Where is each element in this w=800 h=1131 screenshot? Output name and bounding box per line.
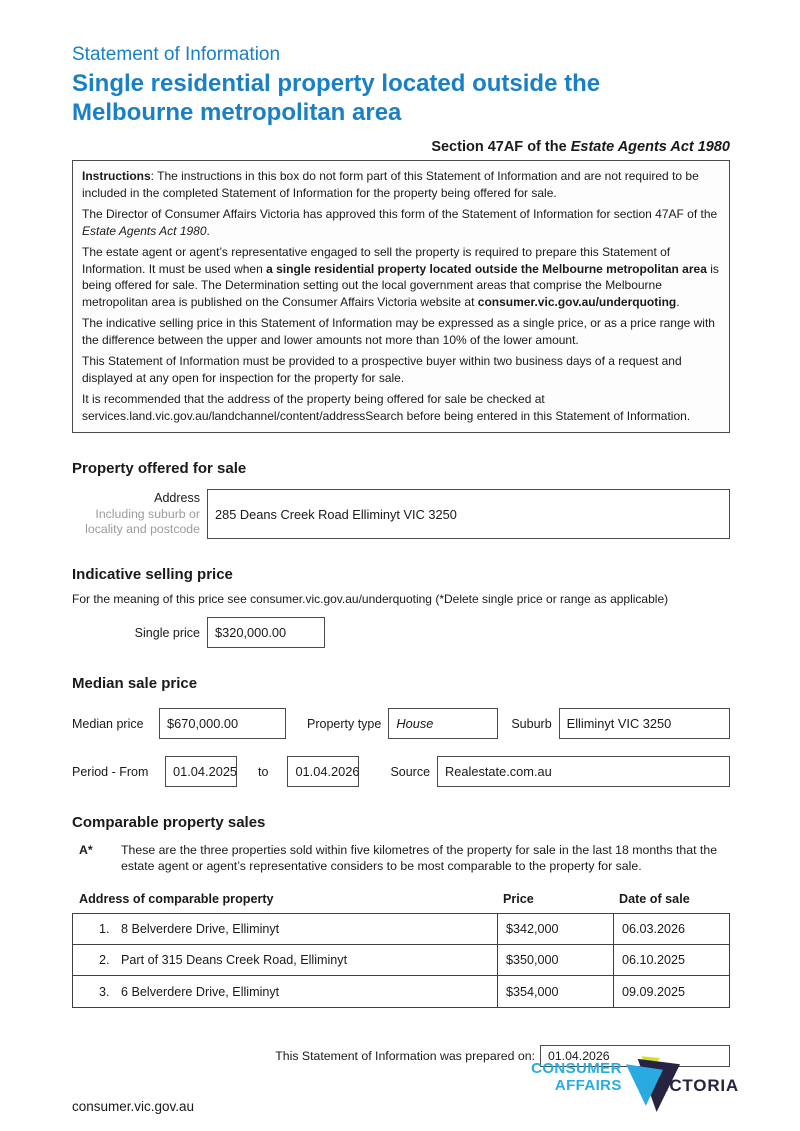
address-label: Address — [154, 491, 200, 505]
comparable-address-cell[interactable] — [73, 976, 497, 1007]
comparable-table-header — [72, 892, 730, 913]
address-label-group — [72, 489, 207, 539]
instructions-paragraph-6: It is recommended that the address of the property being offered for sale be checked at services.land.vic.gov.au/landchannel/content/addressSearch before being entered in this Statement of Information. — [82, 392, 691, 423]
logo-wordmark-consumer-affairs — [531, 1056, 622, 1094]
median-period-row — [72, 756, 730, 787]
instructions-paragraph-4: The indicative selling price in this Statement of Information may be expressed as a single price, or as a price range with the difference between the upper and lower amounts not more than 10% of the lower amount. — [82, 316, 715, 347]
single-price-label: Single price — [134, 625, 200, 640]
median-price-row — [72, 708, 730, 739]
section-heading-property-offered: Property offered for sale — [72, 460, 247, 477]
column-header-date: Date of sale — [619, 892, 690, 906]
row-number: 1. — [99, 922, 110, 936]
comparable-date-cell[interactable]: 09.09.2025 — [613, 976, 728, 1007]
section-heading-comparable-sales: Comparable property sales — [72, 814, 266, 831]
column-header-address: Address of comparable property — [79, 892, 274, 906]
median-price-label: Median price — [72, 716, 144, 731]
document-type-heading: Statement of Information — [72, 44, 281, 65]
instructions-p3-end: . — [676, 294, 680, 309]
period-from-label: Period - From — [72, 764, 149, 779]
address-input[interactable]: 285 Deans Creek Road Elliminyt VIC 3250 — [207, 489, 730, 539]
comparable-address-cell[interactable] — [73, 914, 497, 944]
table-row — [73, 945, 729, 976]
comparable-date-cell[interactable]: 06.10.2025 — [613, 945, 728, 975]
source-input[interactable]: Realestate.com.au — [437, 756, 730, 787]
column-header-price: Price — [503, 892, 534, 906]
comparable-sales-table — [72, 913, 730, 1008]
table-row — [73, 976, 729, 1007]
prepared-on-date-input[interactable]: 01.04.2026 — [540, 1045, 730, 1067]
instructions-box — [72, 160, 730, 433]
act-section-prefix: Section 47AF of the — [431, 139, 571, 155]
page-title-line1: Single residential property located outside the — [72, 70, 601, 97]
consumer-affairs-victoria-logo — [531, 1056, 739, 1114]
median-price-input[interactable]: $670,000.00 — [159, 708, 286, 739]
comparable-address-value: 6 Belverdere Drive, Elliminyt — [121, 984, 280, 999]
comparable-address-cell[interactable] — [73, 945, 497, 975]
comparable-price-cell[interactable]: $354,000 — [497, 976, 613, 1007]
period-to-label: to — [258, 764, 269, 779]
page-title-line2: Melbourne metropolitan area — [72, 99, 402, 126]
instructions-p2-act-italic: Estate Agents Act 1980 — [82, 223, 207, 238]
instructions-label: Instructions — [82, 169, 151, 183]
instructions-paragraph-1 — [82, 168, 720, 201]
source-label: Source — [390, 764, 431, 779]
indicative-price-note: For the meaning of this price see consumer.vic.gov.au/underquoting (*Delete single price or range as applicable) — [72, 592, 669, 606]
comparable-address-value: Part of 315 Deans Creek Road, Elliminyt — [121, 953, 348, 967]
instructions-p2-end: . — [206, 223, 210, 238]
instructions-p2-text: The Director of Consumer Affairs Victoria has approved this form of the Statement of Information for section 47AF of the — [82, 207, 718, 221]
comparable-address-value: 8 Belverdere Drive, Elliminyt — [121, 922, 280, 936]
logo-word-victoria: ICTORIA — [663, 1076, 739, 1095]
comparable-date-cell[interactable]: 06.03.2026 — [613, 914, 728, 944]
property-type-label: Property type — [307, 716, 382, 731]
section-heading-indicative-price: Indicative selling price — [72, 566, 233, 583]
instructions-p3-mid: is being offered for sale. The Determination setting out the local government areas that comprise the Melbourne metropolitan area is published on the Consumer Affairs Victoria website at — [82, 261, 719, 309]
table-row — [73, 914, 729, 945]
suburb-input[interactable]: Elliminyt VIC 3250 — [559, 708, 730, 739]
instructions-paragraph-3 — [82, 244, 720, 310]
instructions-p1-text: : The instructions in this box do not form part of this Statement of Information and are not required to be included in the completed Statement of Information for the property being offered for sale. — [82, 169, 699, 200]
instructions-paragraph-5: This Statement of Information must be provided to a prospective buyer within two business days of a request and displayed at any open for inspection for the property for sale. — [82, 354, 682, 385]
act-name-italic: Estate Agents Act 1980 — [570, 139, 730, 155]
period-to-input[interactable]: 01.04.2026 — [287, 756, 359, 787]
logo-word-affairs: AFFAIRS — [554, 1077, 622, 1094]
single-price-input[interactable]: $320,000.00 — [207, 617, 325, 648]
comparable-sales-marker: A* — [79, 843, 93, 857]
suburb-label: Suburb — [511, 716, 552, 731]
logo-word-consumer: CONSUMER — [531, 1060, 622, 1077]
comparable-sales-description-row — [72, 842, 730, 874]
period-from-input[interactable]: 01.04.2025 — [165, 756, 237, 787]
footer-website-url: consumer.vic.gov.au — [72, 1099, 195, 1114]
act-section-reference — [72, 139, 730, 155]
prepared-on-label: This Statement of Information was prepared on: — [275, 1049, 535, 1063]
row-number: 3. — [99, 984, 110, 999]
page-title — [72, 69, 730, 127]
instructions-paragraph-2 — [82, 206, 720, 239]
instructions-p3-bold-phrase: a single residential property located outside the Melbourne metropolitan area — [266, 261, 707, 276]
section-heading-median-sale: Median sale price — [72, 675, 198, 692]
address-sublabel-line1: Including suburb or — [95, 506, 200, 521]
address-sublabel-line2: locality and postcode — [85, 522, 200, 536]
row-number: 2. — [99, 953, 110, 967]
instructions-p3-text: The estate agent or agent’s representative engaged to sell the property is required to prepare this Statement of Information. It must be used when — [82, 245, 671, 276]
instructions-p3-bold-url: consumer.vic.gov.au/underquoting — [477, 294, 677, 309]
address-field-row — [72, 489, 730, 539]
property-type-input[interactable]: House — [388, 708, 498, 739]
comparable-price-cell[interactable]: $350,000 — [497, 945, 613, 975]
comparable-price-cell[interactable]: $342,000 — [497, 914, 613, 944]
comparable-sales-description: These are the three properties sold within five kilometres of the property for sale in the last 18 months that the estate agent or agent’s representative considers to be most comparable to the property for sale. — [121, 843, 718, 873]
single-price-row — [72, 617, 730, 648]
